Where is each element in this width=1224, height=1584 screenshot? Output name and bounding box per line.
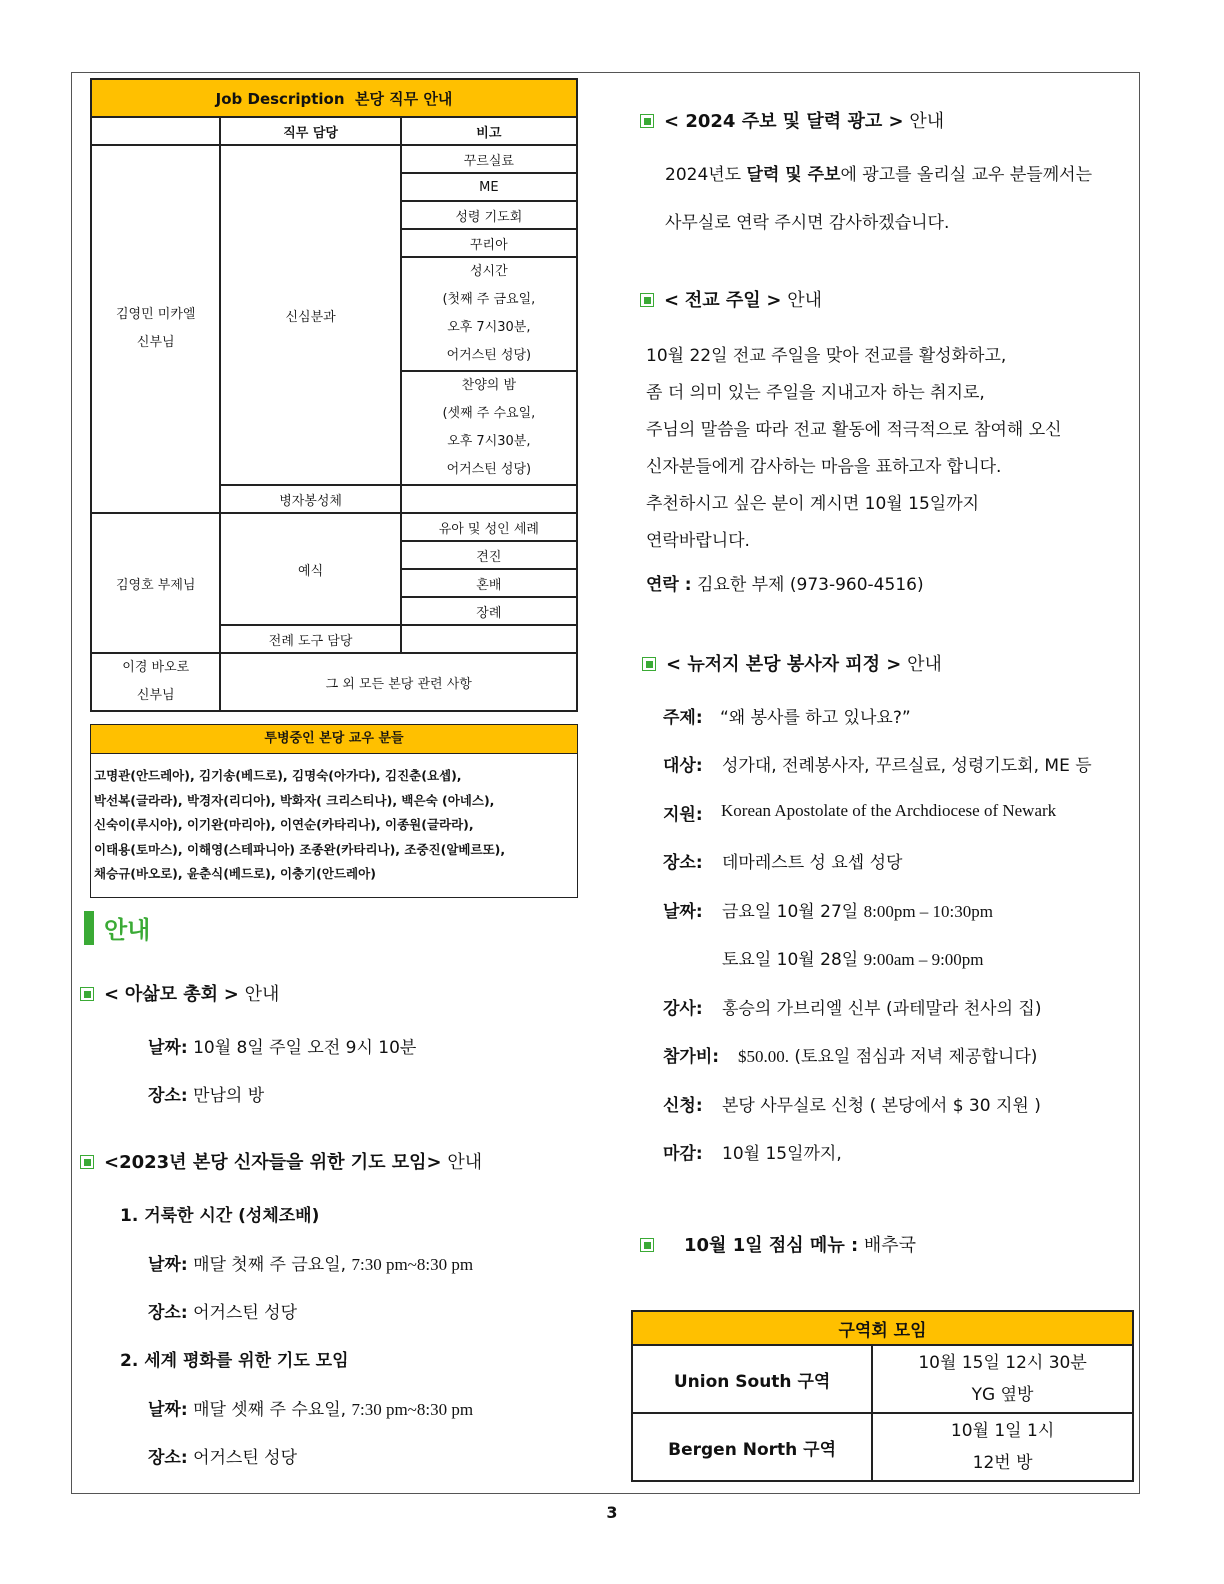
checkbox-bullet-icon: [642, 657, 656, 671]
holy-hour-line: (첫째 주 금요일,: [442, 292, 536, 307]
note-curia: 꾸리아: [401, 229, 577, 257]
person-title: 신부님: [136, 335, 175, 350]
time-value: 7:30 pm~8:30 pm: [351, 1255, 474, 1274]
retreat-date-label: 날짜:: [663, 902, 703, 922]
sick-box-title: 투병중인 본당 교우 분들: [91, 725, 577, 754]
retreat-deadline: 10월 15일까지,: [722, 1144, 842, 1164]
note-baptism: 유아 및 성인 세례: [401, 513, 577, 541]
note-holy-hour: [401, 257, 577, 371]
asalmo-suffix: 안내: [244, 984, 280, 1005]
asalmo-place: [148, 1081, 264, 1106]
retreat-date1: [722, 897, 993, 922]
region-table-title: 구역회 모임: [632, 1311, 1133, 1345]
region-schedule-line: 10월 1일 1시: [950, 1421, 1055, 1441]
checkbox-bullet-icon: [80, 1155, 94, 1169]
duty-sick-communion: 병자봉성체: [220, 485, 400, 513]
retreat-place: 데마레스트 성 요셉 성당: [722, 853, 903, 873]
prayer-item1-date: [148, 1250, 473, 1275]
notice-heading-text: 안내: [104, 916, 151, 944]
sick-names-line: 채승규(바오로), 윤춘식(베드로), 이충기(안드레아): [94, 866, 376, 881]
job-table-title-ko: 본당 직무 안내: [354, 89, 453, 108]
ad-text: 2024년도: [665, 165, 742, 185]
sick-names-line: 고명관(안드레아), 김기송(베드로), 김명숙(아가다), 김진춘(요셉),: [94, 768, 462, 783]
duty-other: 그 외 모든 본당 관련 사항: [220, 653, 577, 711]
bracket-open: <: [104, 984, 120, 1005]
note-funeral: 장례: [401, 597, 577, 625]
retreat-suffix: 안내: [907, 654, 942, 675]
mission-line: 주님의 말씀을 따라 전교 활동에 적극적으로 참여해 오신: [646, 420, 1062, 440]
place-value: 만남의 방: [193, 1086, 265, 1106]
prayer-item2-date: [148, 1395, 473, 1420]
sick-parishioners-box: [90, 724, 578, 898]
asalmo-heading: [80, 980, 279, 1006]
region-name: Union South 구역: [632, 1345, 872, 1413]
mission-line: 좀 더 의미 있는 주일을 지내고자 하는 취지로,: [646, 383, 985, 403]
note-empty: [401, 625, 577, 653]
region-schedule-line: 10월 15일 12시 30분: [918, 1353, 1087, 1373]
retreat-speaker-label: 강사:: [663, 999, 703, 1019]
region-schedule: [872, 1413, 1133, 1481]
praise-night-line: 찬양의 밤: [461, 378, 517, 393]
time-value: 8:00pm – 10:30pm: [863, 902, 993, 921]
place-value: 어거스틴 성당: [193, 1448, 297, 1468]
date-label: 날짜:: [148, 1038, 188, 1058]
retreat-fee: [738, 1042, 1037, 1067]
fee-note: (토요일 점심과 저녁 제공합니다): [794, 1047, 1038, 1067]
mission-suffix: 안내: [787, 290, 822, 311]
mission-line: 추천하시고 싶은 분이 계시면 10월 15일까지: [646, 494, 980, 514]
place-label: 장소:: [148, 1086, 188, 1106]
job-table-title: [91, 79, 577, 117]
job-description-table: [90, 78, 578, 712]
prayer-item1-title: 1. 거룩한 시간 (성체조배): [120, 1206, 320, 1226]
prayer-title: <2023년 본당 신자들을 위한 기도 모임>: [104, 1152, 442, 1173]
retreat-apply: 본당 사무실로 신청 ( 본당에서 $ 30 지원 ): [722, 1096, 1041, 1116]
section-bar-icon: [84, 911, 94, 945]
praise-night-line: 어거스틴 성당): [446, 462, 532, 477]
sick-names-list: [91, 754, 577, 897]
date-value: 10월 8일 주일 오전 9시 10분: [193, 1038, 417, 1058]
asalmo-date: [148, 1033, 416, 1058]
retreat-date2: [722, 945, 984, 970]
holy-hour-line: 성시간: [470, 264, 508, 279]
retreat-deadline-label: 마감:: [663, 1144, 703, 1164]
region-schedule-line: 12번 방: [972, 1453, 1033, 1473]
place-label: 장소:: [148, 1303, 188, 1323]
ad-title: < 2024 주보 및 달력 광고 >: [664, 111, 904, 132]
date-value: 토요일 10월 28일: [722, 950, 859, 970]
note-confirmation: 견진: [401, 541, 577, 569]
ad-heading: [640, 107, 944, 133]
page-number: 3: [606, 1503, 618, 1522]
retreat-target: 성가대, 전례봉사자, 꾸르실료, 성령기도회, ME 등: [722, 756, 1092, 776]
mission-body: [646, 338, 1062, 560]
retreat-heading: [642, 650, 942, 676]
bracket-close: >: [766, 290, 782, 311]
date-value: 매달 첫째 주 금요일,: [193, 1255, 347, 1275]
asalmo-title: 아삶모 총회: [124, 984, 219, 1005]
holy-hour-line: 어거스틴 성당): [446, 348, 532, 363]
contact-value: 김요한 부제 (973-960-4516): [696, 575, 924, 595]
retreat-place-label: 장소:: [663, 853, 703, 873]
region-meeting-table: [631, 1310, 1134, 1482]
note-empty: [401, 485, 577, 513]
sick-names-line: 박선복(글라라), 박경자(리디아), 박화자( 크리스티나), 백은숙 (아네스),: [94, 792, 495, 808]
note-holy-spirit: 성령 기도회: [401, 201, 577, 229]
praise-night-line: 오후 7시30분,: [447, 434, 531, 449]
time-value: 7:30 pm~8:30 pm: [351, 1400, 474, 1419]
retreat-title: < 뉴저지 본당 봉사자 피정 >: [666, 654, 902, 675]
retreat-apply-label: 신청:: [663, 1096, 703, 1116]
contact-label: 연락 :: [646, 575, 692, 595]
ad-text-bold: 달력 및 주보: [746, 165, 841, 185]
retreat-support-label: 지원:: [663, 805, 703, 825]
job-table-title-en: Job Description: [215, 89, 345, 108]
duty-sinsim: 신심분과: [220, 145, 400, 485]
notice-heading: [84, 910, 150, 945]
retreat-topic: “왜 봉사를 하고 있나요?”: [720, 708, 911, 728]
person-title: 신부님: [136, 688, 175, 703]
person-kim-youngmin: [91, 145, 220, 513]
prayer-item2-title: 2. 세계 평화를 위한 기도 모임: [120, 1351, 349, 1371]
lunch-heading: [640, 1231, 916, 1257]
job-header-duty: 직무 담당: [220, 117, 400, 145]
prayer-item1-place: [148, 1298, 297, 1323]
mission-line: 신자분들에게 감사하는 마음을 표하고자 합니다.: [646, 457, 1002, 477]
person-kim-youngho: 김영호 부제님: [91, 513, 220, 653]
duty-rite: 예식: [220, 513, 400, 625]
duty-liturgy-tools: 전례 도구 담당: [220, 625, 400, 653]
lunch-menu: 배추국: [863, 1235, 917, 1256]
person-name: 김영민 미카엘: [115, 307, 196, 322]
checkbox-bullet-icon: [640, 114, 654, 128]
sick-names-line: 신숙이(루시아), 이기완(마리아), 이연순(카타리나), 이종원(글라라),: [94, 817, 474, 832]
place-label: 장소:: [148, 1448, 188, 1468]
date-label: 날짜:: [148, 1400, 188, 1420]
note-cursillo: 꾸르실료: [401, 145, 577, 173]
ad-line2: 사무실로 연락 주시면 감사하겠습니다.: [665, 213, 950, 233]
job-header-empty: [91, 117, 220, 145]
retreat-speaker: 홍승의 가브리엘 신부 (과테말라 천사의 집): [722, 999, 1042, 1019]
mission-line: 10월 22일 전교 주일을 맞아 전교를 활성화하고,: [646, 346, 1007, 366]
note-praise-night: [401, 371, 577, 485]
prayer-heading: [80, 1148, 482, 1174]
job-header-note: 비고: [401, 117, 577, 145]
note-marriage: 혼배: [401, 569, 577, 597]
person-lee-kyung: [91, 653, 220, 711]
retreat-fee-label: 참가비:: [663, 1047, 720, 1067]
lunch-title: 10월 1일 점심 메뉴 :: [684, 1235, 859, 1256]
date-label: 날짜:: [148, 1255, 188, 1275]
prayer-item2-place: [148, 1443, 297, 1468]
retreat-topic-label: 주제:: [663, 708, 703, 728]
bracket-close: >: [223, 984, 239, 1005]
mission-heading: [640, 286, 822, 312]
region-schedule-line: YG 옆방: [971, 1385, 1034, 1405]
place-value: 어거스틴 성당: [193, 1303, 297, 1323]
mission-line: 연락바랍니다.: [646, 531, 750, 551]
checkbox-bullet-icon: [80, 987, 94, 1001]
checkbox-bullet-icon: [640, 1238, 654, 1252]
checkbox-bullet-icon: [640, 293, 654, 307]
date-value: 금요일 10월 27일: [722, 902, 859, 922]
prayer-suffix: 안내: [447, 1152, 483, 1173]
region-schedule: [872, 1345, 1133, 1413]
bracket-open: <: [664, 290, 680, 311]
praise-night-line: (셋째 주 수요일,: [442, 406, 536, 421]
fee-amount: $50.00.: [738, 1047, 789, 1066]
mission-title: 전교 주일: [684, 290, 761, 311]
mission-contact: [646, 570, 924, 595]
ad-line1: [665, 160, 1092, 185]
retreat-support: Korean Apostolate of the Archdiocese of Newark: [721, 801, 1057, 820]
ad-text: 에 광고를 올리실 교우 분들께서는: [840, 165, 1092, 185]
region-name: Bergen North 구역: [632, 1413, 872, 1481]
holy-hour-line: 오후 7시30분,: [447, 320, 531, 335]
date-value: 매달 셋째 주 수요일,: [193, 1400, 347, 1420]
time-value: 9:00am – 9:00pm: [863, 950, 984, 969]
note-me: ME: [401, 173, 577, 201]
retreat-target-label: 대상:: [663, 756, 703, 776]
ad-suffix: 안내: [909, 111, 945, 132]
sick-names-line: 이태용(토마스), 이해영(스테파니아) 조종완(카타리나), 조중진(알베르또),: [94, 841, 506, 857]
person-name: 이경 바오로: [122, 660, 190, 675]
